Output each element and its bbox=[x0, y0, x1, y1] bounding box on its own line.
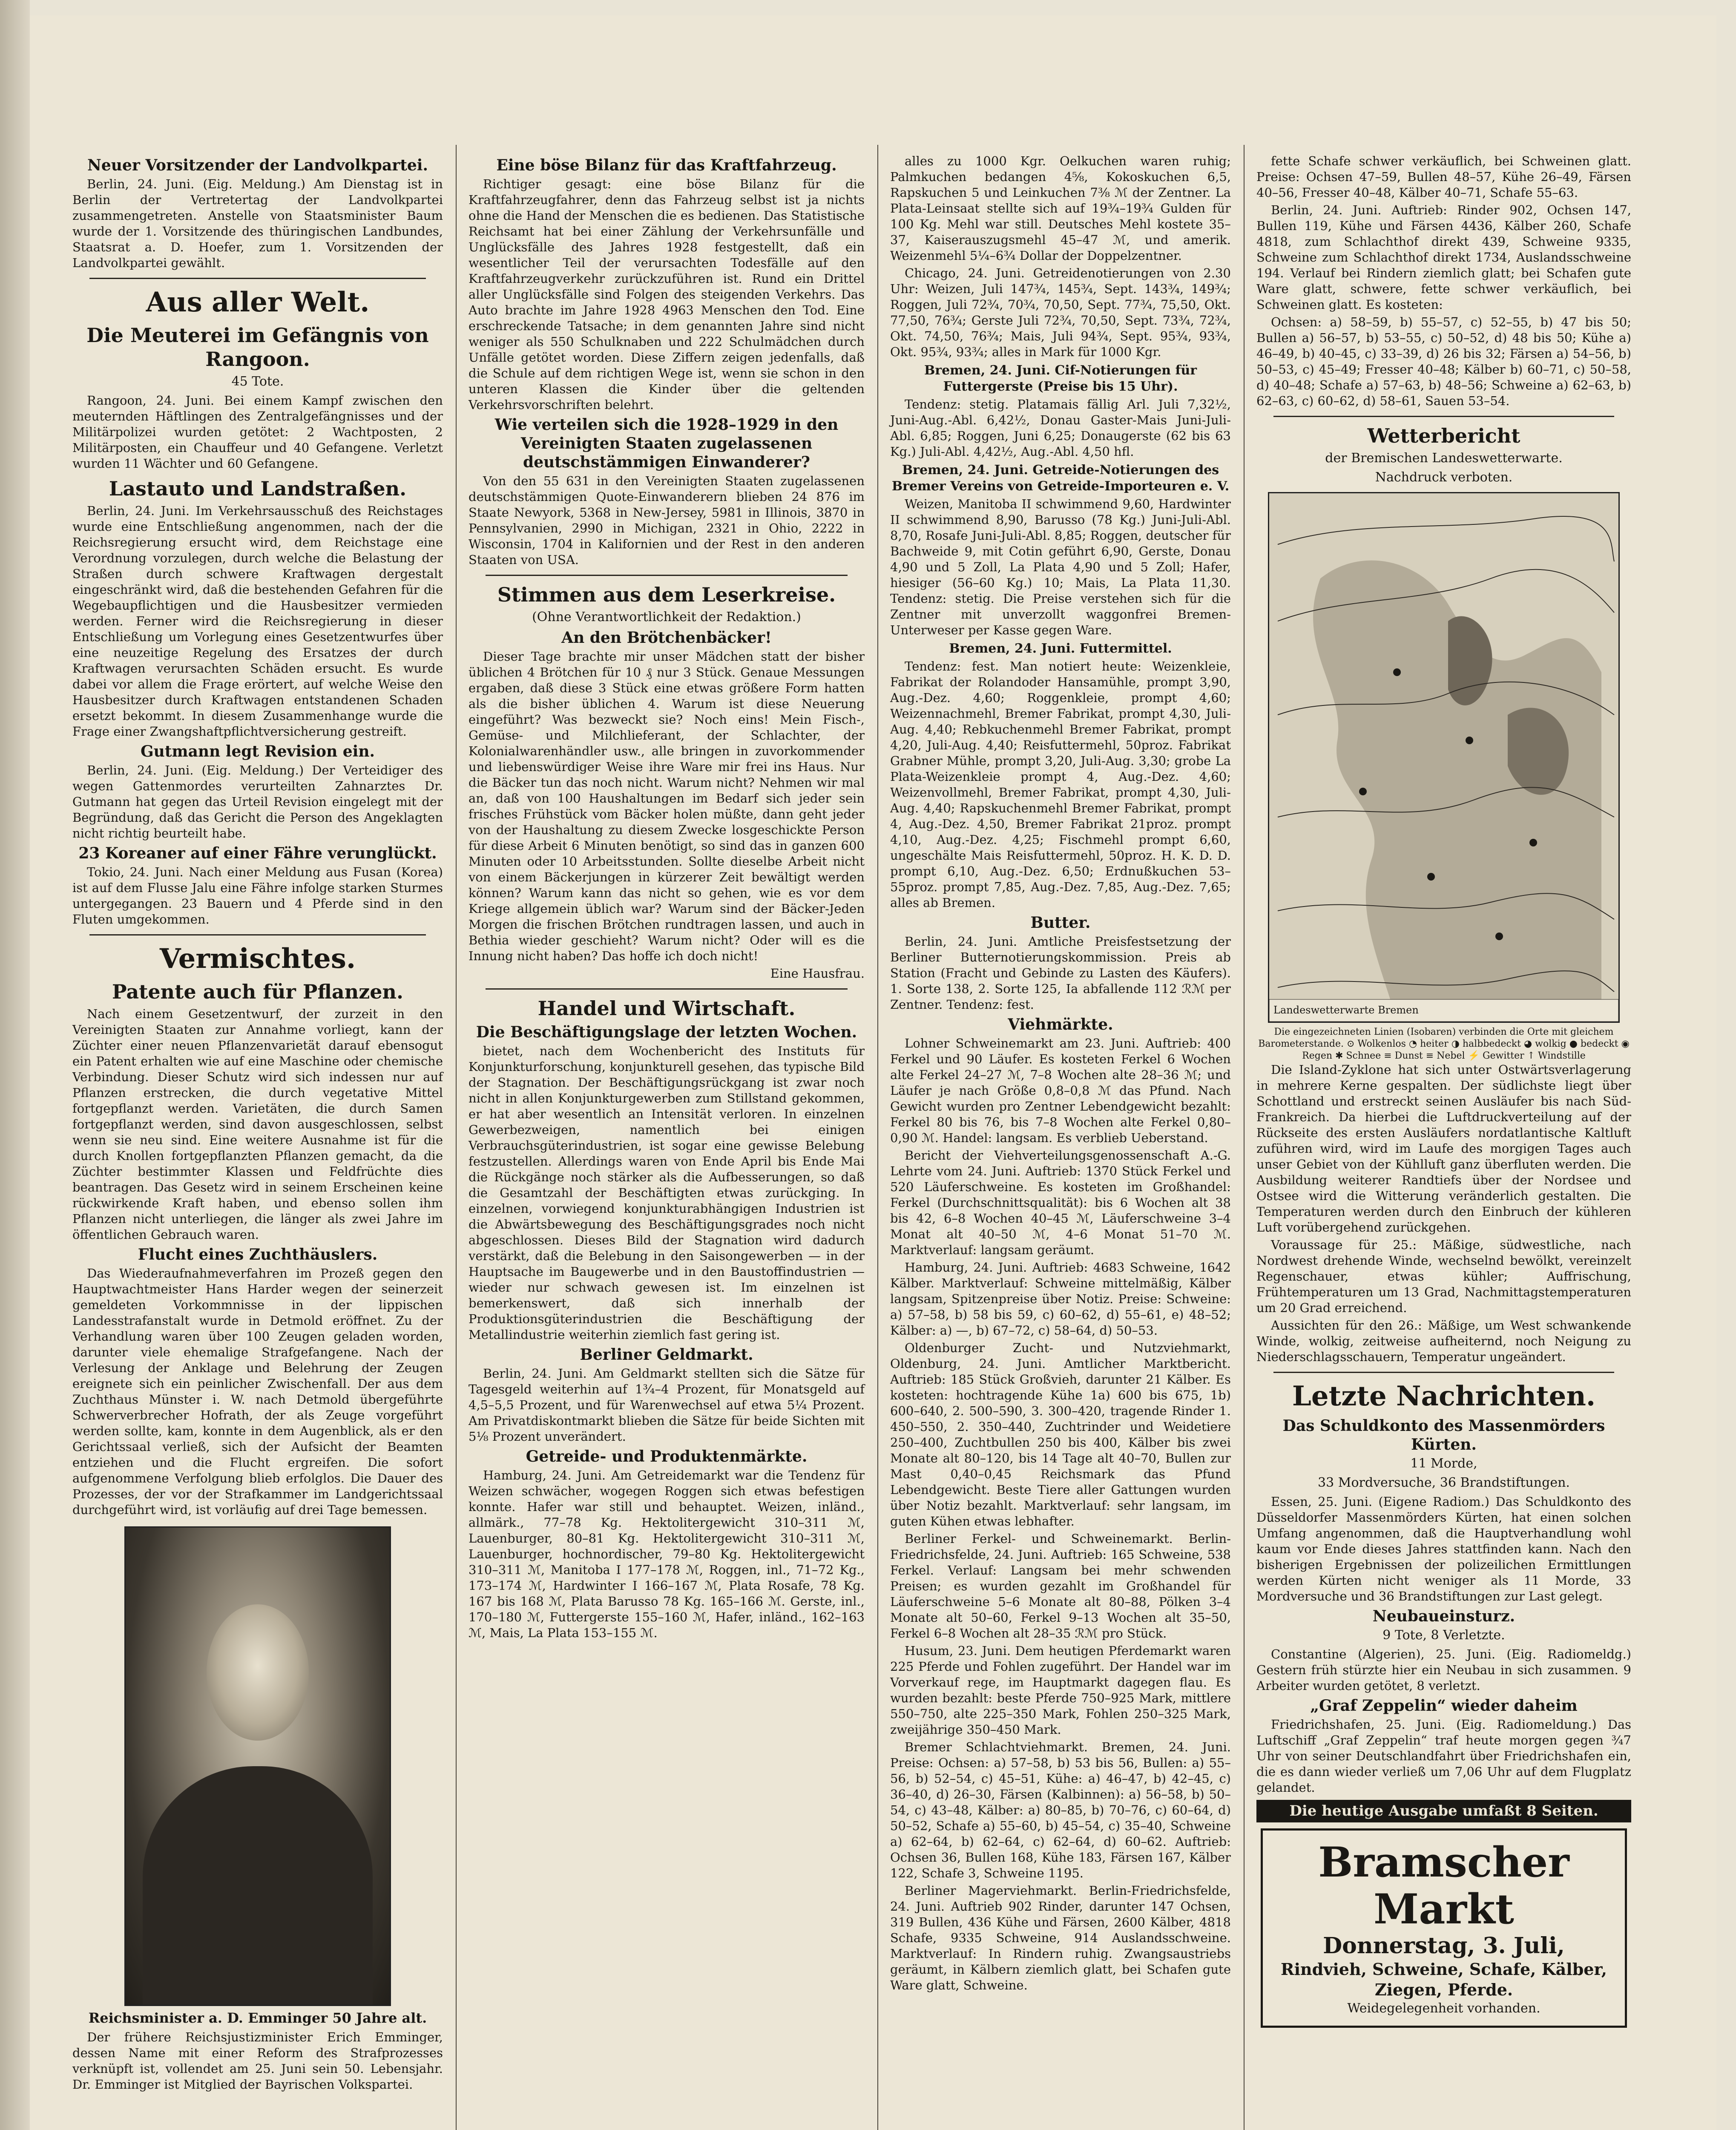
divider bbox=[89, 934, 426, 935]
article-text: Chicago, 24. Juni. Getreidenotierungen von 2.30 Uhr: Weizen, Juli 147¾, 145¾, Sept. 143¾, 149¾; Roggen, Juli 72¾, 70¾, 70,50, Sept. 77¾, 75,50, Okt. 77,50, 76¾; Gerste Juli 72¾, 70,50, Sept. 73¾, 72¾, Okt. 74,50, 76¾; Mais, Juli 94¾, Sept. 95¾, 93¾, Okt. 95¾, 93¾; alles in Mark für 1000 Kgr. bbox=[890, 266, 1231, 359]
section-title: Vermischtes. bbox=[159, 943, 356, 975]
article-title: Neuer Vorsitzender der Landvolkpartei. bbox=[87, 156, 428, 174]
article-text: Bremer Schlachtviehmarkt. Bremen, 24. Juni. Preise: Ochsen: a) 57–58, b) 53 bis 56, Bullen: a) 55–56, b) 52–54, c) 45–51, Kühe: a) 46–47, b) 42–45, c) 36–40, d) 26–30, Färsen (Kalbinnen): a) 56–58, b) 50–54, c) 43–48, Kälber: a) 80–85, b) 70–76, c) 60–64, d) 50–52, Schafe a) 55–60, b) 45–54, c) 35–40, Schweine a) 62–64, b) 62–64, c) 62–64, d) 60–62. Auftrieb: Ochsen 36, Bullen 168, Kühe 183, Färsen 167, Kälber 122, Schafe 3, Schweine 1195. bbox=[890, 1740, 1231, 1880]
article-signature: Eine Hausfrau. bbox=[770, 966, 865, 981]
article-title: Patente auch für Pflanzen. bbox=[112, 980, 403, 1003]
photo-caption: Reichsminister a. D. Emminger 50 Jahre alt. bbox=[88, 2010, 427, 2026]
article-text: Aussichten für den 26.: Mäßige, um West schwankende Winde, wolkig, zeitweise aufheiternd, noch Neigung zu Niederschlagsschauern, Temperatur ungeändert. bbox=[1256, 1318, 1631, 1364]
article-text: Berlin, 24. Juni. Amtliche Preisfestsetzung der Berliner Butternotierungskommission. Preis ab Station (Fracht und Gebinde zu Lasten des Käufers). 1. Sorte 138, 2. Sorte 125, Ia abfallende 112 ℛℳ per Zentner. Tendenz: fest. bbox=[890, 934, 1231, 1012]
column-rule bbox=[1244, 145, 1245, 2130]
ad-line: Ziegen, Pferde. bbox=[1374, 1980, 1513, 1999]
article-text: Hamburg, 24. Juni. Am Getreidemarkt war die Tendenz für Weizen schwächer, wogegen Roggen sich etwas befestigen konnte. Hafer war still und behauptet. Weizen, inländ., allmärk., 77–78 Kg. Hektolitergewicht 310–311 ℳ, Lauenburger, 80–81 Kg. Hektolitergewicht 310–311 ℳ, Lauenburger, hochnordischer, 79–80 Kg. Hektolitergewicht 310–311 ℳ, Manitoba I 177–178 ℳ, Roggen, inl., 71–72 Kg., 173–174 ℳ, Hardwinter I 166–167 ℳ, Plata Rosafe, 78 Kg. 167 bis 168 ℳ, Plata Barusso 78 Kg. 165–166 ℳ. Gerste, inl., 170–180 ℳ, Futtergerste 155–160 ℳ, Hafer, inländ., 162–163 ℳ, Mais, La Plata 153–155 ℳ. bbox=[468, 1468, 865, 1640]
article-text: Husum, 23. Juni. Dem heutigen Pferdemarkt waren 225 Pferde und Fohlen zugeführt. Der Handel war im Vorverkauf rege, im Hauptmarkt dagegen flau. Es wurden bezahlt: beste Pferde 750–925 Mark, mittlere 550–750, alte 225–350 Mark, Fohlen 250–325 Mark, zweijährige 350–450 Mark. bbox=[890, 1644, 1231, 1737]
article-text: Die Island-Zyklone hat sich unter Ostwärtsverlagerung in mehrere Kerne gespalten. Der südlichste liegt über Schottland und erstreckt seinen Ausläufer bis nach Süd-Frankreich. Da hierbei die Luftdruckverteilung auf der Rückseite des ersten Ausläufers nordatlantische Kaltluft zuführen wird, wird im Laufe des morgigen Tages auch unser Gebiet von der Kühlluft ganz überfluten werden. Die Ausbildung weiterer Randtiefs über der Nordsee und Ostsee wird die Witterung veränderlich gestalten. Die Temperaturen werden durch den Einbruch der kühleren Luft vorübergehend zurückgehen. bbox=[1256, 1062, 1631, 1235]
article-subtitle: 33 Mordversuche, 36 Brandstiftungen. bbox=[1318, 1475, 1570, 1490]
portrait-face bbox=[207, 1604, 309, 1741]
article-text: Berlin, 24. Juni. (Eig. Meldung.) Am Dienstag ist in Berlin der Vertretertag der Landvolkpartei zusammengetreten. Anstelle von Staatsminister Baum wurde der 1. Vorsitzende des thüringischen Landbundes, Staatsrat a. D. Hoefer, zum 1. Vorsitzenden der Landvolkpartei gewählt. bbox=[72, 177, 443, 270]
article-title: 23 Koreaner auf einer Fähre verunglückt. bbox=[78, 844, 437, 862]
article-text: Rangoon, 24. Juni. Bei einem Kampf zwischen den meuternden Häftlingen des Zentralgefängnisses und der Militärpolizei wurden getötet: 2 Wachtposten, 2 Militärposten, ein Chauffeur und 40 Gefangene. Verletzt wurden 11 Wächter und 60 Gefangene. bbox=[72, 393, 443, 471]
article-text: Friedrichshafen, 25. Juni. (Eig. Radiomeldung.) Das Luftschiff „Graf Zeppelin“ traf heute morgen gegen ¾7 Uhr von seiner Deutschlandfahrt über Friedrichshafen ein, die es dann wieder verließ um 7,06 Uhr auf dem Flugplatz gelandet. bbox=[1256, 1717, 1631, 1795]
article-text: alles zu 1000 Kgr. Oelkuchen waren ruhig; Palmkuchen bedangen 4⅝, Kokoskuchen 6,5, Rapskuchen 5 und Leinkuchen 7⅜ ℳ der Zentner. La Plata-Leinsaat stellte sich auf 19¾–19¾ Gulden für 100 Kg. Mehl war still. Deutsches Mehl kostete 35–37, Kaiserauszugsmehl 45–47 ℳ, und amerik. Weizenmehl 5¼–6¾ Dollar der Doppelzentner. bbox=[890, 154, 1231, 263]
map-label: Landeswetterwarte Bremen bbox=[1273, 1004, 1419, 1016]
article-title: Lastauto und Landstraßen. bbox=[109, 477, 407, 500]
article-title: Butter. bbox=[1030, 914, 1091, 932]
section-subtitle: der Bremischen Landeswetterwarte. bbox=[1325, 451, 1563, 466]
article-title: Gutmann legt Revision ein. bbox=[140, 743, 375, 760]
divider bbox=[1273, 1372, 1614, 1373]
section-title: Wetterbericht bbox=[1367, 424, 1520, 447]
section-note: (Ohne Verantwortlichkeit der Redaktion.) bbox=[532, 610, 801, 625]
article-text: Weizen, Manitoba II schwimmend 9,60, Hardwinter II schwimmend 8,90, Barusso (78 Kg.) Juni-Juli-Abl. 8,70, Rosafe Juni-Juli-Abl. 8,85; Roggen, deutscher für Bachweide 9, mit Cotin geführt 6,90, Gerste, Donau 4,90 und 5 Zoll, La Plata 4,90 und 5 Zoll; Hafer, hiesiger (56–60 Kg.) 10; Mais, La Plata 11,30. Tendenz: stetig. Die Preise verstehen sich für die Zentner mit unverzollt waggonfrei Bremen-Unterweser per Kasse gegen Ware. bbox=[890, 497, 1231, 637]
ad-title: Bramscher Markt bbox=[1318, 1838, 1569, 1933]
section-note: Nachdruck verboten. bbox=[1375, 470, 1513, 485]
column-rule bbox=[877, 145, 878, 2130]
article-text: Der frühere Reichsjustizminister Erich Emminger, dessen Name mit einer Reform des Strafprozesses verknüpft ist, vollendet am 25. Juni sein 50. Lebensjahr. Dr. Emminger ist Mitglied der Bayrischen Volkspartei. bbox=[72, 2030, 443, 2092]
portrait-photo bbox=[124, 1526, 391, 2006]
market-advertisement bbox=[1261, 1828, 1627, 2028]
article-title: Viehmärkte. bbox=[1008, 1016, 1113, 1033]
article-text: Berliner Magerviehmarkt. Berlin-Friedrichsfelde, 24. Juni. Auftrieb 902 Rinder, darunter 147 Ochsen, 319 Bullen, 436 Kühe und Färsen, 2600 Kälber, 4818 Schafe, 9335 Schweine, 914 Auslandsschweine. Marktverlauf: In Rindern ruhig. Zwangsaustriebs geräumt, in Kälbern ziemlich glatt, bei Schafen gute Ware glatt, Schweine. bbox=[890, 1883, 1231, 1992]
article-title: Wie verteilen sich die 1928–1929 in den Vereinigten Staaten zugelassenen deutschstämmigen Einwanderer? bbox=[494, 416, 839, 471]
column-4 bbox=[1256, 153, 1631, 2034]
section-title: Stimmen aus dem Leserkreise. bbox=[497, 583, 836, 606]
column-1 bbox=[72, 153, 443, 2094]
portrait-coat bbox=[143, 1766, 373, 2005]
article-text: Richtiger gesagt: eine böse Bilanz für die Kraftfahrzeugfahrer, denn das Fahrzeug selbst ist ja nichts ohne die Hand der Menschen die es bedienen. Das Statistische Reichsamt hat bei einer Zählung der Verkehrsunfälle und Unglücksfälle des Jahres 1928 festgestellt, daß ein wesentlicher Teil der verursachten Todesfälle auf den Kraftfahrzeugverkehr zurückzuführen ist. Rund ein Drittel aller Unglücksfälle sind Folgen des steigenden Verkehrs. Das Auto brachte im Jahre 1928 4963 Menschen den Tod. Eine erschreckende Tatsache; in dem genannten Jahre sind nicht weniger als 550 Schulknaben und 222 Schulmädchen durch Unfälle getötet worden. Diese Ziffern zeigen jedenfalls, daß die Schule auf dem richtigen Wege ist, wenn sie schon in den unteren Klassen die Kinder über die geltenden Verkehrsvorschriften belehrt. bbox=[468, 177, 865, 412]
article-subtitle: 11 Morde, bbox=[1410, 1456, 1477, 1471]
section-title: Aus aller Welt. bbox=[146, 286, 370, 318]
article-text: Berliner Ferkel- und Schweinemarkt. Berlin-Friedrichsfelde, 24. Juni. Auftrieb: 165 Schweine, 538 Ferkel. Verlauf: Langsam bei mehr schwenden Preisen; es wurden gezahlt im Großhandel für Läuferschweine 5–6 Monate alt 80–88, Pölken 3–4 Monate alt 50–60, Ferkel 9–13 Wochen alt 35–50, Ferkel 6–8 Wochen alt 28–35 ℛℳ pro Stück. bbox=[890, 1531, 1231, 1641]
article-title: Das Schuldkonto des Massenmörders Kürten. bbox=[1282, 1417, 1605, 1454]
article-text: fette Schafe schwer verkäuflich, bei Schweinen glatt. Preise: Ochsen 47–59, Bullen 48–57, Kühe 26–49, Färsen 40–56, Fresser 40–48, Kälber 40–71, Schafe 55–63. bbox=[1256, 154, 1631, 200]
edition-banner: Die heutige Ausgabe umfaßt 8 Seiten. bbox=[1256, 1800, 1631, 1822]
article-text: Berlin, 24. Juni. (Eig. Meldung.) Der Verteidiger des wegen Gattenmordes verurteilten Zahnarztes Dr. Gutmann hat gegen das Urteil Revision eingelegt mit der Begründung, daß das Gericht die Person des Angeklagten nicht richtig beurteilt habe. bbox=[72, 763, 443, 840]
article-text: Das Wiederaufnahmeverfahren im Prozeß gegen den Hauptwachtmeister Hans Harder wegen der seinerzeit gemeldeten Vorkommnisse in der lippischen Landesstrafanstalt wurde in Detmold eröffnet. Zu der Verhandlung waren über 100 Zeugen geladen worden, darunter viele ehemalige Strafgefangene. Nach der Verlesung der Anklage und Belehrung der Zeugen ereignete sich ein peinlicher Zwischenfall. Der aus dem Zuchthaus Münster i. W. nach Detmold übergeführte Schwerverbrecher Hofrath, der als Zeuge vorgeführt werden sollte, kam, konnte in dem Augenblick, als er den Gerichtssaal verließ, sich der Aufsicht der Beamten entziehen und die Flucht ergreifen. Die sofort aufgenommene Verfolgung blieb erfolglos. Die Dauer des Prozesses, der vor der Strafkammer im Landgerichtssaal durchgeführt wird, ist vorläufig auf drei Tage bemessen. bbox=[72, 1266, 443, 1517]
article-text: Hamburg, 24. Juni. Auftrieb: 4683 Schweine, 1642 Kälber. Marktverlauf: Schweine mittelmäßig, Kälber langsam, Spitzenpreise über Notiz. Preise: Schweine: a) 57–58, b) 58 bis 59, c) 60–62, d) 55–61, e) 48–52; Kälber: a) —, b) 67–72, c) 58–64, d) 50–53. bbox=[890, 1260, 1231, 1338]
article-text: Voraussage für 25.: Mäßige, südwestliche, nach Nordwest drehende Winde, wechselnd bewölkt, vereinzelt Regenschauer, etwas kühler; Auffrischung, Frühtemperaturen um 13 Grad, Nachmittagstemperaturen um 20 Grad erreichend. bbox=[1256, 1238, 1631, 1315]
article-title: Bremen, 24. Juni. Futtermittel. bbox=[949, 641, 1172, 656]
article-title: „Graf Zeppelin“ wieder daheim bbox=[1310, 1697, 1578, 1715]
page-binding-edge bbox=[0, 0, 30, 2130]
article-text: Tokio, 24. Juni. Nach einer Meldung aus Fusan (Korea) ist auf dem Flusse Jalu eine Fähre infolge starken Sturmes untergegangen. 23 Bauern und 4 Pferde sind in den Fluten umgekommen. bbox=[72, 865, 443, 927]
article-text: Lohner Schweinemarkt am 23. Juni. Auftrieb: 400 Ferkel und 90 Läufer. Es kosteten Ferkel 6 Wochen alte Ferkel 24–27 ℳ, 7–8 Wochen alte 28–36 ℳ; und Läufer je nach Größe 0,8–0,8 ℳ das Pfund. Nach Gewicht wurden pro Zentner Lebendgewicht bezahlt: Ferkel 80 bis 76, bis 7–8 Wochen alte Ferkel 0,80–0,90 ℳ. Handel: langsam. Es verblieb Ueberstand. bbox=[890, 1036, 1231, 1145]
map-legend: Die eingezeichneten Linien (Isobaren) verbinden die Orte mit gleichem Barometerstande. ⊙ Wolkenlos ◔ heiter ◑ halbbedeckt ◕ wolkig ● bedeckt ◉ Regen ✱ Schnee ≡ Dunst ≡ Nebel ⚡ Gewitter ↑ Windstille bbox=[1258, 1027, 1630, 1061]
section-title: Letzte Nachrichten. bbox=[1292, 1380, 1596, 1412]
article-title: Die Beschäftigungslage der letzten Wochen. bbox=[476, 1023, 857, 1041]
article-text: Constantine (Algerien), 25. Juni. (Eig. Radiomeldg.) Gestern früh stürzte hier ein Neubau in sich zusammen. 9 Arbeiter wurden getötet, 8 verletzt. bbox=[1256, 1647, 1631, 1693]
article-subtitle: 45 Tote. bbox=[231, 374, 284, 389]
article-text: Berlin, 24. Juni. Auftrieb: Rinder 902, Ochsen 147, Bullen 119, Kühe und Färsen 4436, Kälber 260, Schafe 4818, zum Schlachthof direkt 439, Schweine 9335, Schweine zum Schlachthof direkt 1734, Auslandsschweine 194. Verlauf bei Rindern ziemlich glatt; bei Schafen gute Ware glatt, schwere, fette schwer verkäuflich, bei Schweinen glatt. Es kosteten: bbox=[1256, 203, 1631, 312]
article-title: Flucht eines Zuchthäuslers. bbox=[138, 1246, 378, 1264]
article-text: Dieser Tage brachte mir unser Mädchen statt der bisher üblichen 4 Brötchen für 10 ₰ nur 3 Stück. Genaue Messungen ergaben, daß diese 3 Stück eine etwas größere Form hatten als die bisher üblichen 4. Warum ist diese Neuerung eingeführt? Was bezweckt sie? Noch eins! Mein Fisch-, Gemüse- und Milchlieferant, der Schlachter, der Kolonialwarenhändler usw., alle bringen in zuvorkommender und liebenswürdiger Weise ihre Ware mir frei ins Haus. Nur die Bäcker tun das noch nicht. Warum nicht? Nehmen wir mal an, daß von 100 Haushaltungen im Bedarf sich jeder sein frisches Frühstück vom Bäcker holen müßte, dann geht jeder von der Haushaltung zu diesem Zwecke losgeschickte Person für diese Arbeit 6 Minuten benötigt, so sind das in ganzen 600 Minuten oder 10 Arbeitsstunden. Sollte dieselbe Arbeit nicht von einem Bäckerjungen in kürzerer Zeit bewältigt werden können? Warum kann das nicht so gehen, wie es vor dem Kriege allgemein üblich war? Warum sind der Bäcker-Jeden Morgen die frischen Brötchen rundtragen lassen, und auch in Bethia wieder geschieht? Warum nicht? Oder will es die Innung nicht haben? Das hoffe ich doch nicht! bbox=[468, 649, 865, 963]
article-title: Getreide- und Produktenmärkte. bbox=[526, 1448, 808, 1465]
article-text: Berlin, 24. Juni. Am Geldmarkt stellten sich die Sätze für Tagesgeld weiterhin auf 1¾–4 Prozent, für Monatsgeld auf 4,5–5,5 Prozent, und für Warenwechsel auf etwa 5¼ Prozent. Am Privatdiskontmarkt blieben die Sätze für beide Sichten mit 5⅛ Prozent unverändert. bbox=[468, 1366, 865, 1444]
article-title: An den Brötchenbäcker! bbox=[561, 629, 772, 647]
column-rule bbox=[456, 145, 457, 2130]
article-title: Neubaueinsturz. bbox=[1372, 1607, 1515, 1625]
article-title: Bremen, 24. Juni. Cif-Notierungen für Futtergerste (Preise bis 15 Uhr). bbox=[924, 363, 1197, 394]
column-2 bbox=[468, 153, 865, 1643]
divider bbox=[89, 278, 426, 279]
article-text: Nach einem Gesetzentwurf, der zurzeit in den Vereinigten Staaten zur Annahme vorliegt, kann der Züchter einer neuen Pflanzenvarietät darauf ebensogut ein Patent erhalten wie auf eine Maschine oder chemische Verbindung. Dieser Schutz wird sich indessen nur auf Pflanzen erstrecken, die durch vegetative Mittel fortgepflanzt werden. Varietäten, die durch Samen fortgepflanzt werden, sind davon ausgeschlossen, selbst wenn sie neu sind. Eine weitere Ausnahme ist für die durch Knollen fortgepflanzten Pflanzen gemacht, da die Züchter bestimmter Klassen und Feldfrüchte dies beantragen. Das Gesetz wird in seinem Erscheinen keine rückwirkende Kraft haben, und ebenso sollen ihm Pflanzen nicht unterliegen, die länger als zwei Jahre im öffentlichen Gebrauch waren. bbox=[72, 1007, 443, 1242]
article-text: Essen, 25. Juni. (Eigene Radiom.) Das Schuldkonto des Düsseldorfer Massenmörders Kürten, hat einen solchen Umfang angenommen, daß die Hauptverhandlung wohl kaum vor Ende dieses Jahres stattfinden kann. Nach den bisherigen Ergebnissen der polizeilichen Ermittlungen werden Kürten nicht weniger als 11 Morde, 33 Mordversuche und 36 Brandstiftungen zur Last gelegt. bbox=[1256, 1494, 1631, 1603]
article-text: Bericht der Viehverteilungsgenossenschaft A.-G. Lehrte vom 24. Juni. Auftrieb: 1370 Stück Ferkel und 520 Läuferschweine. Es kosteten im Großhandel: Ferkel (Durchschnittsqualität): bis 6 Wochen alt 38 bis 42, 6–8 Wochen 40–45 ℳ, Läuferschweine 3–4 Monat alt 40–50 ℳ, 4–6 Monat 51–70 ℳ. Marktverlauf: langsam geräumt. bbox=[890, 1148, 1231, 1257]
article-text: Oldenburger Zucht- und Nutzviehmarkt, Oldenburg, 24. Juni. Amtlicher Marktbericht. Auftrieb: 185 Stück Großvieh, darunter 21 Kälber. Es kosteten: hochtragende Kühe 1a) 600 bis 675, 1b) 600–640, 2. 500–590, 3. 300–420, tragende Rinder 1. 450–550, 2. 350–440, Zuchtrinder und Weidetiere 250–400, Zuchtbullen 250 bis 400, Kälber bis zwei Monate alt 80–120, bis 14 Tage alt 40–70, Bullen zur Mast 0,40–0,45 Reichsmark das Pfund Lebendgewicht. Beste Tiere aller Gattungen wurden über Notiz bezahlt. Marktverlauf: sehr langsam, im guten Kühen etwas lebhafter. bbox=[890, 1341, 1231, 1528]
article-text: Berlin, 24. Juni. Im Verkehrsausschuß des Reichstages wurde eine Entschließung angenommen, nach der die Reichsregierung ersucht wird, dem Reichstage eine Verordnung vorzulegen, durch welche die Belastung der Straßen durch schwere Kraftwagen dergestalt eingeschränkt wird, daß die bestehenden Gefahren für die Wegebaupflichtigen und die Hausbesitzer vermieden werden. Ferner wird die Reichsregierung in dieser Entschließung um Vorlegung eines Gesetzentwurfes über eine neuzeitige Regelung des Ersatzes der durch Kraftwagen verursachten Schäden ersucht. Es wurde dabei vor allem die Frage erörtert, auf welche Weise den Hausbesitzer durch Kraftwagen entstandenen Schaden ersetzt bekommt. In diesem Zusammenhange wurde die Frage einer Zwangshaftpflichtversicherung gestreift. bbox=[72, 504, 443, 739]
ad-line: Rindvieh, Schweine, Schafe, Kälber, bbox=[1281, 1960, 1607, 1979]
article-title: Die Meuterei im Gefängnis von Rangoon. bbox=[86, 324, 429, 371]
article-title: Eine böse Bilanz für das Kraftfahrzeug. bbox=[496, 156, 837, 174]
section-title: Handel und Wirtschaft. bbox=[537, 997, 796, 1020]
article-text: Von den 55 631 in den Vereinigten Staaten zugelassenen deutschstämmigen Quote-Einwanderern blieben 24 876 im Staate Newyork, 5368 in New-Jersey, 5981 in Illinois, 3870 in Pennsylvanien, 2990 in Michigan, 2321 in Ohio, 2222 in Wisconsin, 1704 in Kalifornien und der Rest in den anderen Staaten von USA. bbox=[468, 474, 865, 567]
divider bbox=[486, 575, 848, 576]
ad-note: Weidegelegenheit vorhanden. bbox=[1347, 2001, 1541, 2016]
article-text: Tendenz: fest. Man notiert heute: Weizenkleie, Fabrikat der Rolandoder Hansamühle, prompt 3,90, Aug.-Dez. 4,60; Roggenkleie, prompt 4,60; Weizennachmehl, Bremer Fabrikat, prompt 4,30, Juli-Aug. 4,40; Rebkuchenmehl Bremer Fabrikat, prompt 4,20, Juli-Aug. 4,40; Reisfuttermehl, 50proz. Fabrikat Grabner Mühle, prompt 3,20, Juli-Aug. 3,30; grobe La Plata-Weizenkleie prompt 4, Aug.-Dez. 4,60; Weizenvollmehl, Bremer Fabrikat, prompt 4,30, Juli-Aug. 4,40; Rapskuchenmehl Bremer Fabrikat, prompt 4, Aug.-Dez. 4,50, Bremer Fabrikat 21proz. prompt 4,10, Aug.-Dez. 4,25; Fischmehl prompt 6,60, ungeschälte Mais Reisfuttermehl, 50proz. H. K. D. D. prompt 6,10, Aug.-Dez. 6,50; Erdnußkuchen 53–55proz. prompt 7,85, Aug.-Dez. 7,85, Aug.-Dez. 7,65; alles ab Bremen. bbox=[890, 659, 1231, 910]
article-text: Ochsen: a) 58–59, b) 55–57, c) 52–55, b) 47 bis 50; Bullen a) 56–57, b) 53–55, c) 50–52, d) 48 bis 50; Kühe a) 46–49, b) 40–45, c) 33–39, d) 26 bis 32; Färsen a) 54–56, b) 50–53, c) 45–49; Fresser 40–48; Kälber b) 60–71, c) 50–58, d) 40–48; Schafe a) 57–63, b) 48–56; Schweine a) 62–63, b) 62–63, c) 60–62, d) 58–61, Sauen 53–54. bbox=[1256, 315, 1631, 408]
divider bbox=[486, 988, 848, 990]
article-subtitle: 9 Tote, 8 Verletzte. bbox=[1382, 1628, 1505, 1643]
article-text: Tendenz: stetig. Platamais fällig Arl. Juli 7,32½, Juni-Aug.-Abl. 6,42½, Donau Gaster-Mais Juni-Juli-Abl. 6,85; Roggen, Juni 6,25; Donaugerste (62 bis 63 Kg.) Juli-Abl. 4,42½, Aug.-Abl. 4,50 hfl. bbox=[890, 397, 1231, 459]
article-title: Berliner Geldmarkt. bbox=[580, 1346, 753, 1364]
divider bbox=[1273, 416, 1614, 417]
ad-date: Donnerstag, 3. Juli, bbox=[1323, 1933, 1565, 1959]
article-text: bietet, nach dem Wochenbericht des Instituts für Konjunkturforschung, konjunkturell gesehen, das typische Bild der Stagnation. Der Beschäftigungsrückgang ist zwar noch nicht in allen Konjunkturgewerben zum Stillstand gekommen, er hat aber wesentlich an Intensität verloren. In einzelnen Gewerbezweigen, namentlich bei einigen Verbrauchsgüterindustrien, ist sogar eine gewisse Belebung festzustellen. Allerdings waren von Ende April bis Ende Mai die Rückgänge noch stärker als die Aufbesserungen, so daß die Gesamtzahl der Beschäftigten etwas zurückging. In einzelnen, vorwiegend konjunkturabhängigen Industrien ist die Abwärtsbewegung des Beschäftigungsgrades noch nicht abgeschlossen. Dieses Bild der Stagnation wird dadurch verstärkt, daß die Belebung in den Saisongewerben — in der Hauptsache im Baugewerbe und in den Baustoffindustrien — wieder nur schwach gewesen ist. Im einzelnen ist bemerkenswert, daß sich innerhalb der Produktionsgüterindustrien die Beschäftigung der Metallindustrie weiterhin ziemlich fast gering ist. bbox=[468, 1044, 865, 1342]
column-3 bbox=[890, 153, 1231, 1995]
weather-map-graphic bbox=[1269, 493, 1618, 1022]
weather-map bbox=[1268, 492, 1620, 1023]
article-title: Bremen, 24. Juni. Getreide-Notierungen des Bremer Vereins von Getreide-Importeuren e. V. bbox=[891, 463, 1230, 494]
